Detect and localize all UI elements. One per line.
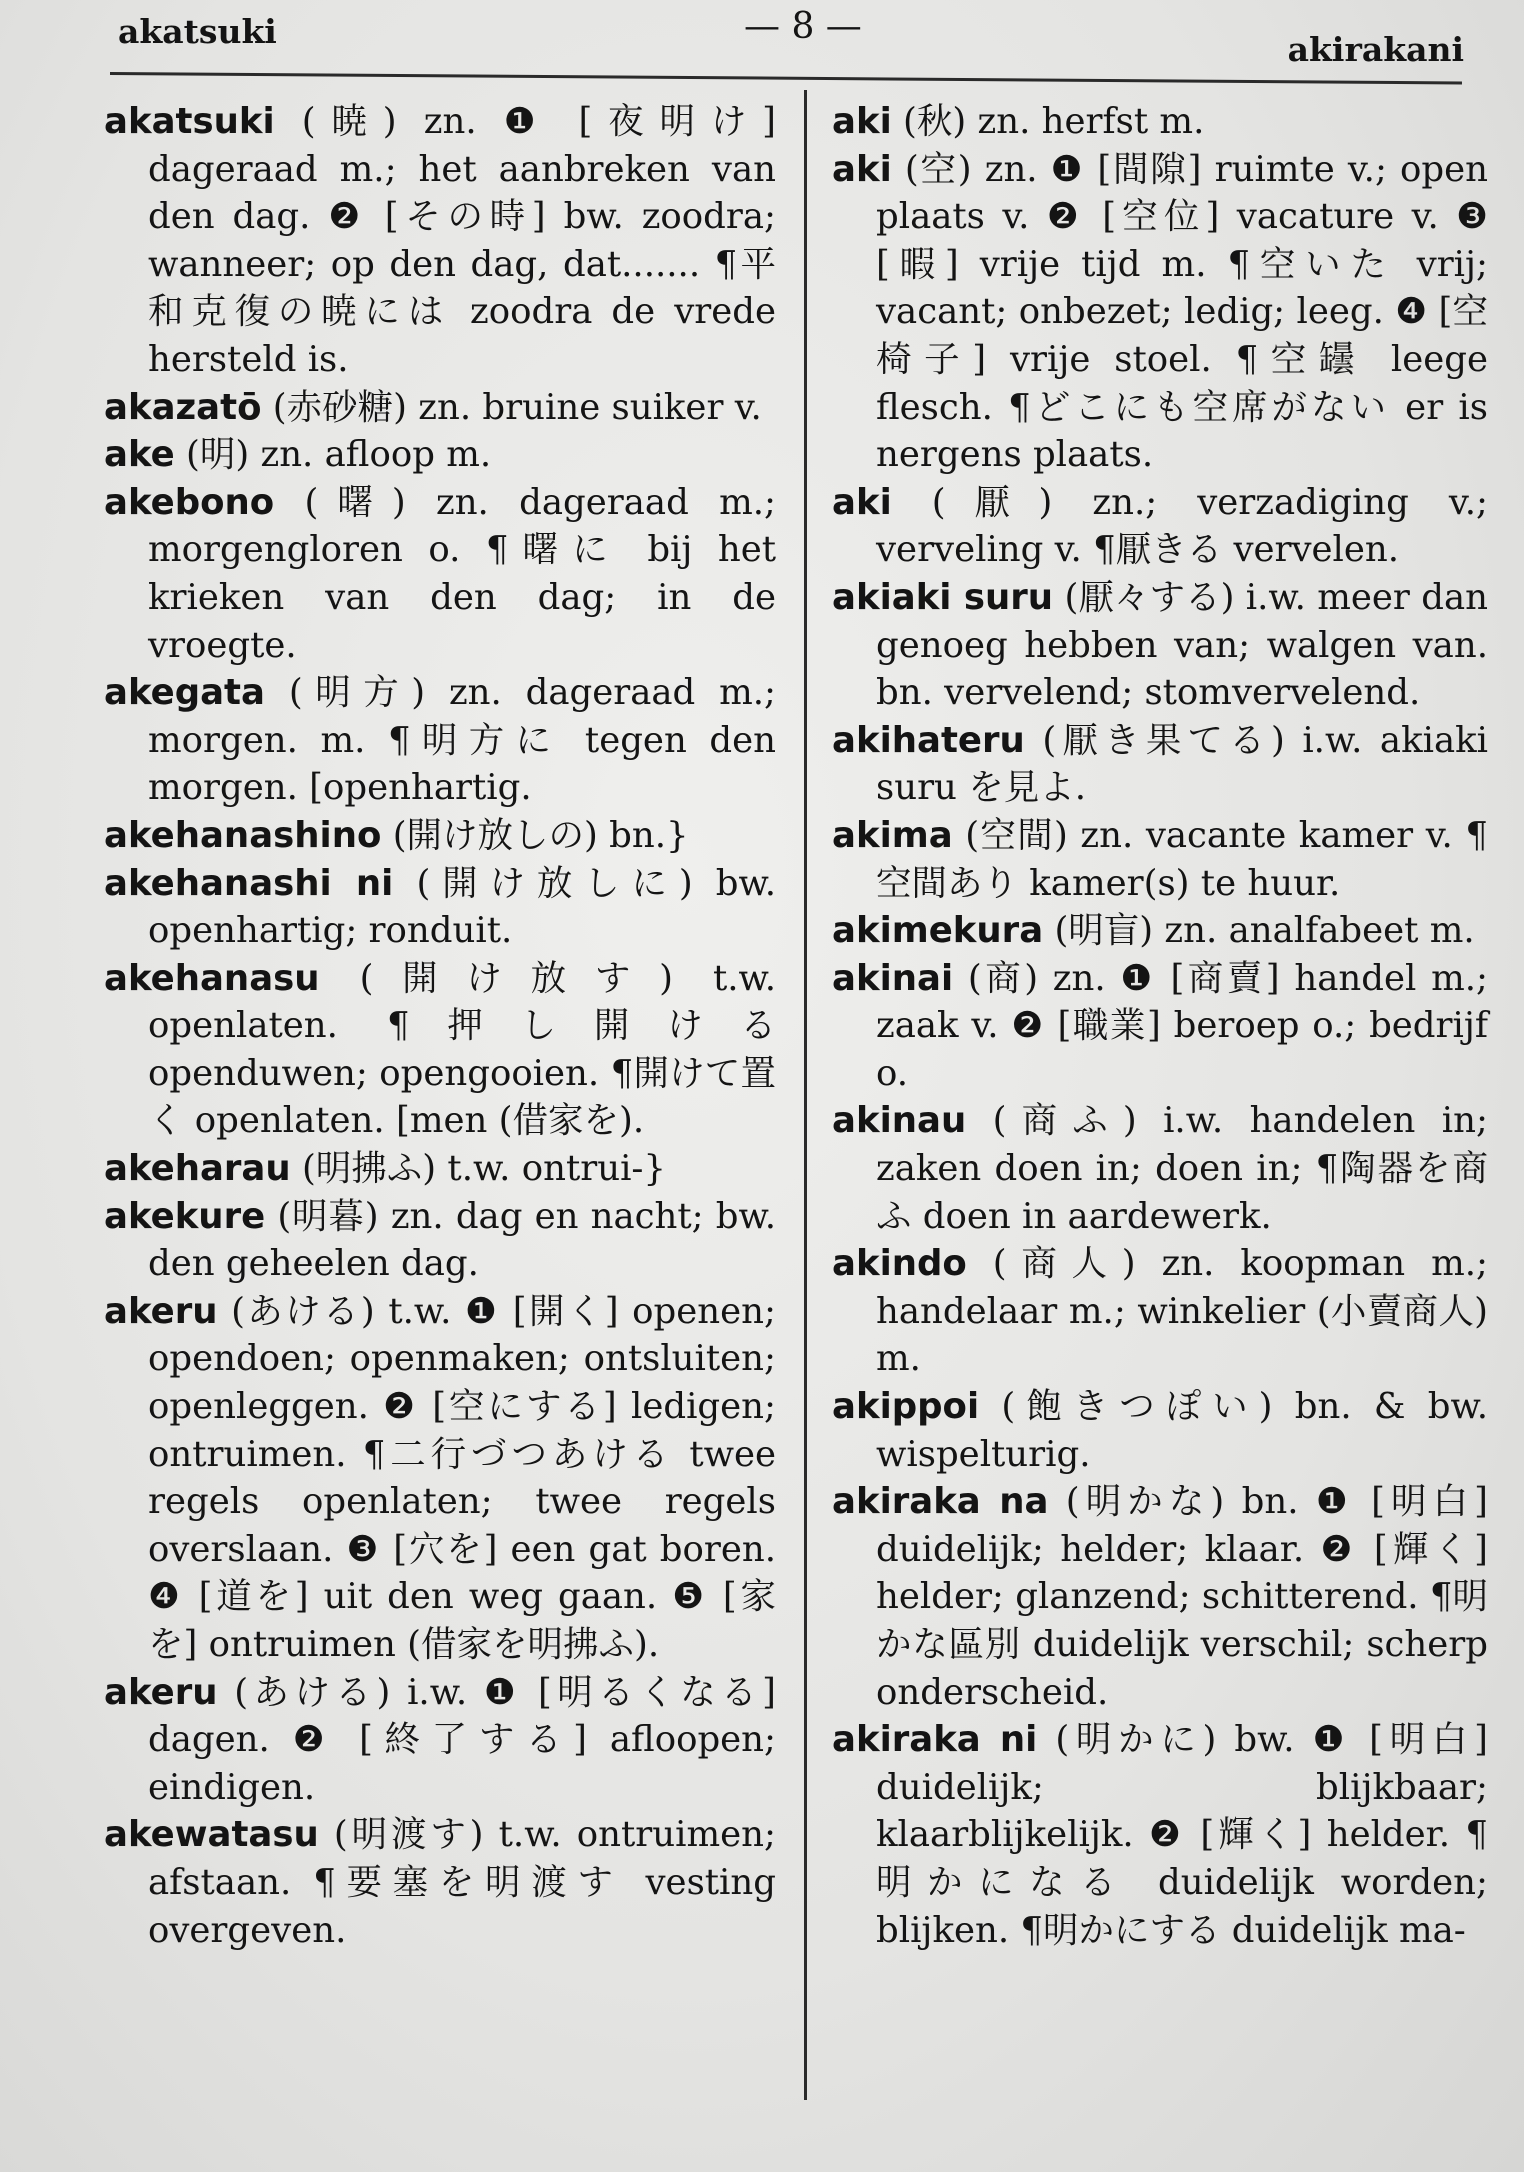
headword: akewatasu [104,1814,319,1856]
dictionary-entry [832,1097,1488,1240]
definition: (商) zn. ❶ [商賣] handel m.; zaak v. ❷ [職業] beroep o.; bedrijf o. [876,957,1488,1094]
headword: akinai [832,957,954,999]
dictionary-entry [104,812,776,860]
definition: (明かな) bn. ❶ [明白] duidelijk; helder; klaar. ❷ [輝く] helder; glanzend; schitterend. ¶明かな區別 duidelijk verschil; scherp onderscheid. [876,1481,1488,1713]
headword: akehanashino [104,814,382,856]
right-column [832,98,1488,1954]
dictionary-entry [104,955,776,1145]
dictionary-entry [832,1478,1488,1716]
dictionary-entry [832,812,1488,907]
definition: (厭き果てる) i.w. akiaki suru を見よ. [876,719,1488,809]
headword: akihateru [832,719,1025,761]
headword: aki [832,148,892,190]
headword: akeharau [104,1148,291,1190]
page-number: — 8 — [744,6,862,47]
definition: (空) zn. ❶ [間隙] ruimte v.; open plaats v. ❷ [空位] vacature v. ❸ [暇] vrije tijd m. ¶空いた vrij; vacant; onbezet; ledig; leeg. ❹ [空椅子] vrije stoel. ¶空罎 leege flesch. ¶どこにも空席がない er is nergens plaats. [876,148,1488,476]
headword: akiraka na [832,1481,1049,1523]
headword: akegata [104,672,265,714]
headword: akippoi [832,1386,980,1428]
dictionary-entry [832,955,1488,1098]
dictionary-entry [104,431,776,479]
definition: (開け放しに) bw. openhartig; ronduit. [148,862,776,952]
definition: (明盲) zn. analfabeet m. [1054,910,1475,952]
definition: (商人) zn. koopman m.; handelaar m.; winkelier (小賣商人) m. [876,1243,1488,1380]
dictionary-entry [832,717,1488,812]
headword: akehanasu [104,957,320,999]
dictionary-entry [104,1145,776,1193]
definition: (あける) i.w. ❶ [明るくなる] dagen. ❷ [終了する] afloopen; eindigen. [148,1671,776,1808]
dictionary-entry [832,1383,1488,1478]
headword: akimekura [832,910,1044,952]
headword: akiraka ni [832,1719,1038,1761]
running-head-right: akirakani [1287,30,1464,69]
dictionary-entry [832,574,1488,717]
definition: (空間) zn. vacante kamer v. ¶空間あり kamer(s) te huur. [876,814,1488,904]
headword: akazatō [104,386,262,428]
headword: akehanashi ni [104,862,394,904]
definition: (明暮) zn. dag en nacht; bw. den geheelen dag. [148,1195,776,1285]
column-divider [804,90,807,2100]
dictionary-entry [832,146,1488,479]
headword: akiaki suru [832,576,1054,618]
headword: akima [832,814,953,856]
definition: (開け放す) t.w. openlaten. ¶押し開ける openduwen; opengooien. ¶開けて置く openlaten. [men (借家を). [148,957,776,1142]
definition: (明拂ふ) t.w. ontrui-} [301,1148,667,1190]
headword: akeru [104,1290,218,1332]
definition: (赤砂糖) zn. bruine suiker v. [272,386,762,428]
definition: (曙) zn. dageraad m.; morgengloren o. ¶曙に bij het krieken van den dag; in de vroegte. [148,481,776,666]
headword: akinau [832,1100,967,1142]
definition: (開け放しの) bn.} [392,814,689,856]
headword: akatsuki [104,101,275,142]
definition: (あける) t.w. ❶ [開く] openen; opendoen; openmaken; ontsluiten; openleggen. ❷ [空にする] ledigen; ontruimen. ¶二行づつあける twee regels openlaten; twee regels overslaan. ❸ [穴を] een gat boren. ❹ [道を] uit den weg gaan. ❺ [家を] ontruimen (借家を明拂ふ). [148,1290,776,1665]
headword: akindo [832,1243,967,1285]
headword: akekure [104,1195,266,1237]
dictionary-entry [832,479,1488,574]
headword: ake [104,434,175,476]
dictionary-entry [832,1716,1488,1954]
definition: (秋) zn. herfst m. [903,101,1205,142]
dictionary-entry [104,384,776,432]
definition: (明方) zn. dageraad m.; morgen. m. ¶明方に tegen den morgen. [openhartig. [148,672,776,809]
definition: (厭々する) i.w. meer dan genoeg hebben van; walgen van. bn. vervelend; stomvervelend. [876,576,1488,714]
definition: (明渡す) t.w. ontruimen; afstaan. ¶要塞を明渡す vesting overgeven. [148,1814,776,1951]
headword: aki [832,101,892,142]
headword: aki [832,481,892,523]
left-column [104,98,776,1954]
headword: akeru [104,1671,218,1713]
dictionary-entry [832,98,1488,146]
dictionary-entry [104,1811,776,1954]
dictionary-entry [104,479,776,669]
definition: (厭) zn.; verzadiging v.; verveling v. ¶厭きる vervelen. [876,481,1488,571]
running-head-left: akatsuki [118,12,277,51]
headword: akebono [104,481,275,523]
dictionary-entry [104,1193,776,1288]
dictionary-entry [104,1669,776,1812]
header-rule [110,72,1462,84]
definition: (明) zn. afloop m. [186,434,492,476]
definition: (商ふ) i.w. handelen in; zaken doen in; doen in; ¶陶器を商ふ doen in aardewerk. [876,1100,1488,1237]
dictionary-entry [104,860,776,955]
dictionary-entry [104,669,776,812]
dictionary-entry [832,907,1488,955]
definition: (明かに) bw. ❶ [明白] duidelijk; blijkbaar; klaarblijkelijk. ❷ [輝く] helder. ¶明かになる duidelijk worden; blijken. ¶明かにする duidelijk ma- [876,1719,1489,1951]
dictionary-entry [832,1240,1488,1383]
definition: (暁) zn. ❶ [夜明け] dageraad m.; het aanbreken van den dag. ❷ [その時] bw. zoodra; wanneer; op den dag, dat....... ¶平和克復の暁には zoodra de vrede hersteld is. [148,101,776,380]
definition: (飽きつぽい) bn. & bw. wispelturig. [876,1386,1488,1475]
dictionary-entry [104,1288,776,1669]
dictionary-entry [104,98,776,384]
